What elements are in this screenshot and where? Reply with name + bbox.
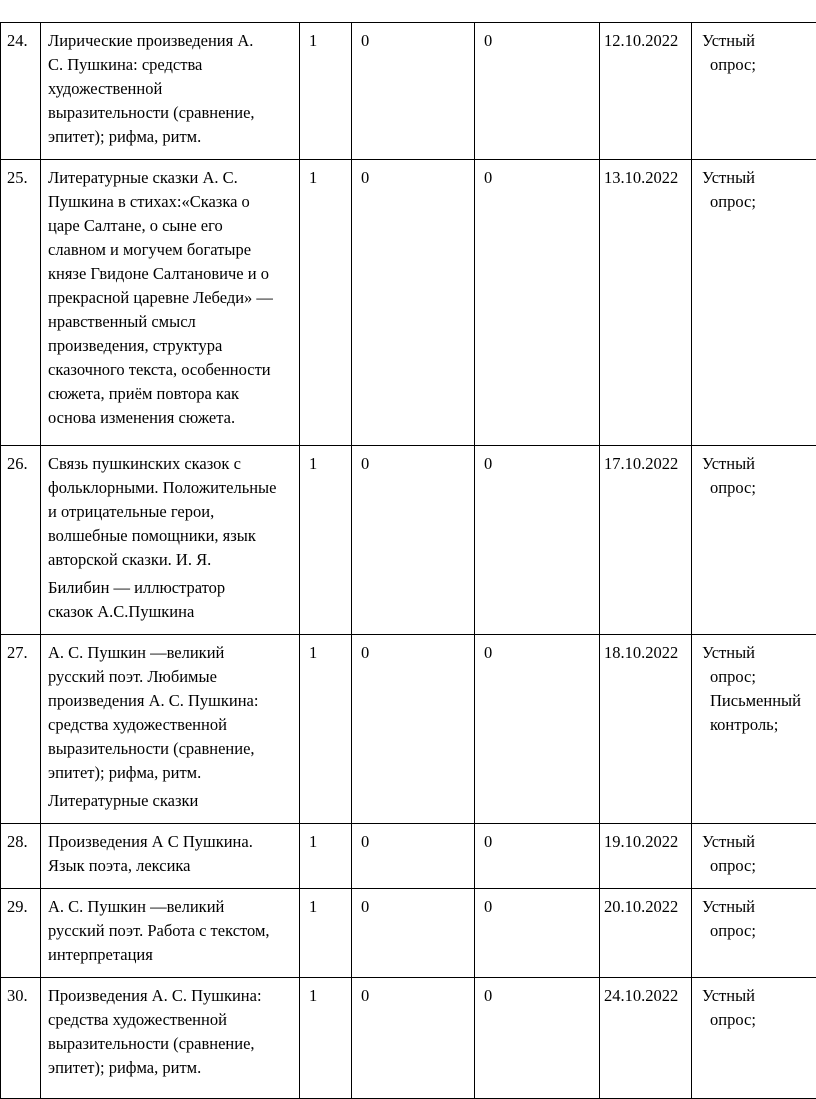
control-form-line: Устный (702, 984, 816, 1008)
hours-practice: 0 (475, 824, 600, 889)
lesson-date: 24.10.2022 (600, 978, 692, 1099)
hours-total: 1 (300, 446, 352, 635)
hours-control: 0 (352, 23, 475, 160)
lesson-topic (41, 889, 300, 978)
control-form-line: опрос; (702, 53, 816, 77)
hours-control: 0 (352, 446, 475, 635)
hours-control: 0 (352, 635, 475, 824)
topic-line: Пушкина в стихах:«Сказка о (48, 190, 297, 214)
hours-total: 1 (300, 824, 352, 889)
hours-practice: 0 (475, 978, 600, 1099)
table-row (1, 160, 816, 446)
control-form-line: Устный (702, 166, 816, 190)
control-form-line: опрос; (702, 476, 816, 500)
topic-line: А. С. Пушкин —великий (48, 895, 297, 919)
lesson-plan-table (0, 22, 816, 1099)
topic-line: нравственный смысл (48, 310, 297, 334)
topic-line: эпитет); рифма, ритм. (48, 761, 297, 785)
control-form-line: Устный (702, 452, 816, 476)
table-row (1, 889, 816, 978)
topic-line: волшебные помощники, язык (48, 524, 297, 548)
hours-practice: 0 (475, 446, 600, 635)
control-form (692, 160, 816, 446)
control-form-line: Устный (702, 641, 816, 665)
topic-line: Лирические произведения А. (48, 29, 297, 53)
table-row (1, 446, 816, 635)
topic-line: сказок А.С.Пушкина (48, 600, 297, 624)
topic-line: Произведения А С Пушкина. (48, 830, 297, 854)
topic-line: Литературные сказки (48, 789, 297, 813)
lesson-topic (41, 160, 300, 446)
control-form-line: опрос; (702, 854, 816, 878)
control-form-line: опрос; (702, 919, 816, 943)
topic-line: сказочного текста, особенности (48, 358, 297, 382)
topic-line: выразительности (сравнение, (48, 101, 297, 125)
hours-control: 0 (352, 889, 475, 978)
topic-line: прекрасной царевне Лебеди» — (48, 286, 297, 310)
lesson-number: 28. (1, 824, 41, 889)
topic-line: средства художественной (48, 713, 297, 737)
lesson-number: 25. (1, 160, 41, 446)
lesson-number: 29. (1, 889, 41, 978)
topic-line: интерпретация (48, 943, 297, 967)
hours-practice: 0 (475, 23, 600, 160)
control-form-line: опрос; (702, 665, 816, 689)
lesson-date: 12.10.2022 (600, 23, 692, 160)
control-form-line: опрос; (702, 1008, 816, 1032)
hours-total: 1 (300, 635, 352, 824)
topic-line: основа изменения сюжета. (48, 406, 297, 430)
hours-total: 1 (300, 23, 352, 160)
table-row (1, 23, 816, 160)
topic-line: произведения, структура (48, 334, 297, 358)
control-form-line: Устный (702, 895, 816, 919)
topic-line: Литературные сказки А. С. (48, 166, 297, 190)
topic-line: А. С. Пушкин —великий (48, 641, 297, 665)
control-form-line: Устный (702, 830, 816, 854)
hours-control: 0 (352, 160, 475, 446)
control-form (692, 635, 816, 824)
lesson-date: 18.10.2022 (600, 635, 692, 824)
lesson-topic (41, 978, 300, 1099)
lesson-number: 30. (1, 978, 41, 1099)
topic-line: С. Пушкина: средства (48, 53, 297, 77)
topic-line: эпитет); рифма, ритм. (48, 125, 297, 149)
table-row (1, 978, 816, 1099)
lesson-topic (41, 23, 300, 160)
topic-line: князе Гвидоне Салтановиче и о (48, 262, 297, 286)
lesson-number: 24. (1, 23, 41, 160)
topic-line: сюжета, приём повтора как (48, 382, 297, 406)
lesson-number: 27. (1, 635, 41, 824)
topic-line: русский поэт. Любимые (48, 665, 297, 689)
hours-practice: 0 (475, 889, 600, 978)
control-form (692, 824, 816, 889)
topic-line: Язык поэта, лексика (48, 854, 297, 878)
hours-control: 0 (352, 978, 475, 1099)
topic-line: средства художественной (48, 1008, 297, 1032)
lesson-number: 26. (1, 446, 41, 635)
control-form (692, 23, 816, 160)
lesson-date: 13.10.2022 (600, 160, 692, 446)
lesson-date: 20.10.2022 (600, 889, 692, 978)
hours-total: 1 (300, 160, 352, 446)
lesson-topic (41, 824, 300, 889)
lesson-topic (41, 635, 300, 824)
control-form (692, 978, 816, 1099)
topic-line: Билибин — иллюстратор (48, 576, 297, 600)
control-form-line: контроль; (702, 713, 816, 737)
table-body (1, 23, 816, 1099)
topic-line: царе Салтане, о сыне его (48, 214, 297, 238)
control-form (692, 889, 816, 978)
table-row (1, 824, 816, 889)
hours-practice: 0 (475, 635, 600, 824)
lesson-topic (41, 446, 300, 635)
control-form-line: Письменный (702, 689, 816, 713)
control-form (692, 446, 816, 635)
topic-line: фольклорными. Положительные (48, 476, 297, 500)
hours-total: 1 (300, 889, 352, 978)
topic-line: славном и могучем богатыре (48, 238, 297, 262)
topic-line: выразительности (сравнение, (48, 1032, 297, 1056)
control-form-line: опрос; (702, 190, 816, 214)
topic-line: эпитет); рифма, ритм. (48, 1056, 297, 1080)
hours-practice: 0 (475, 160, 600, 446)
topic-line: произведения А. С. Пушкина: (48, 689, 297, 713)
topic-line: русский поэт. Работа с текстом, (48, 919, 297, 943)
topic-line: Связь пушкинских сказок с (48, 452, 297, 476)
topic-line: и отрицательные герои, (48, 500, 297, 524)
control-form-line: Устный (702, 29, 816, 53)
topic-line: художественной (48, 77, 297, 101)
topic-line: выразительности (сравнение, (48, 737, 297, 761)
hours-control: 0 (352, 824, 475, 889)
table-row (1, 635, 816, 824)
hours-total: 1 (300, 978, 352, 1099)
lesson-date: 17.10.2022 (600, 446, 692, 635)
lesson-date: 19.10.2022 (600, 824, 692, 889)
topic-line: Произведения А. С. Пушкина: (48, 984, 297, 1008)
topic-line: авторской сказки. И. Я. (48, 548, 297, 572)
